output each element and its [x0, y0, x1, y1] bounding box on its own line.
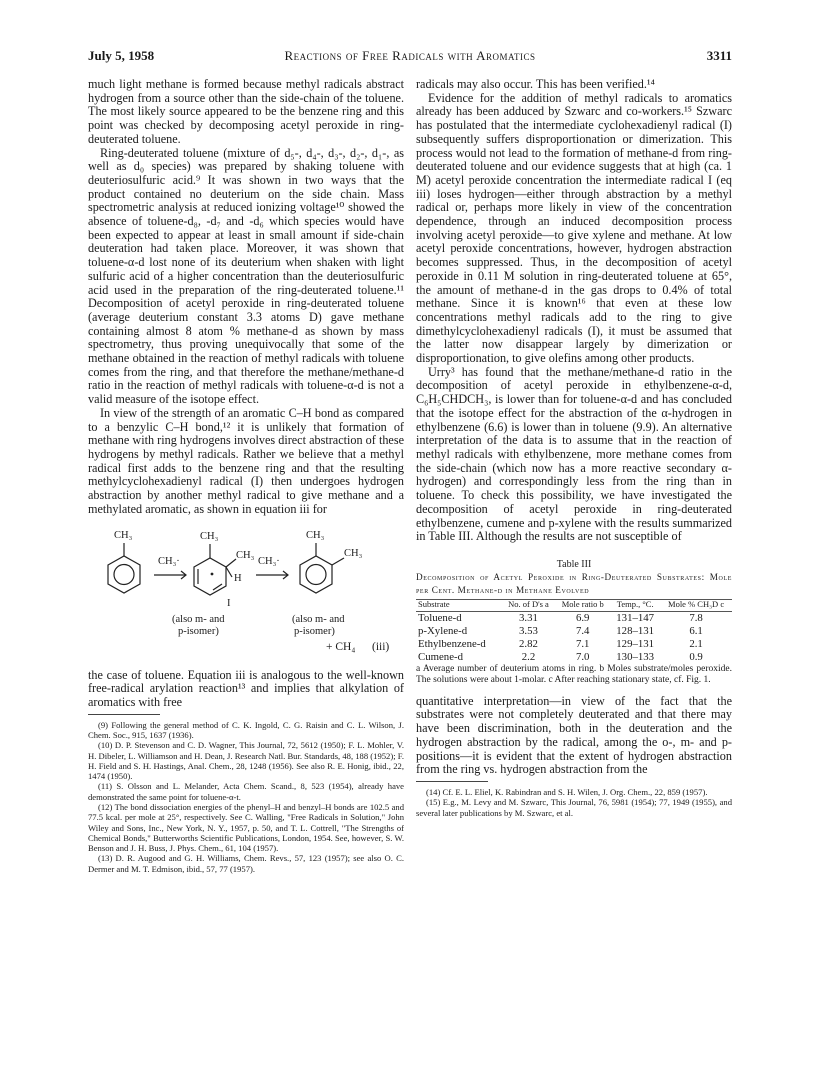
- table-header-row: [416, 599, 732, 611]
- aromatic-circle: [114, 564, 134, 584]
- table-cell: 131–147: [616, 611, 655, 624]
- paragraph: Ring-deuterated toluene (mixture of d₅-, d₄-, d₃-, d₂-, d₁-, as well as d₀ species) was prepared by shaking toluene with deuteriosulfuric acid.⁹ It was shown in two ways that the product contained no deuterium on the side chain. Mass spectrometric analysis at reduced ionizing voltage¹⁰ showed the absence of toluene-d₈, -d₇ and -d₆ which species would have been expected to appear at least in small amount if side-chain deuteration had taken place. Moreover, it was shown that toluene-α-d lost none of its deuterium when shaken with light sulfuric acid of a higher concentration than the deuteriosulfuric acid used in the preparation of the ring-deuterated toluene.¹¹ Decomposition of acetyl peroxide in ring-deuterated toluene (average deuterium constant 3.3 atoms D) gave methane containing almost 8 atom % methane-d as shown by mass spectrometry, thus proving unequivocally that some of the methane obtained in the reaction of methyl radicals with toluene comes from the ring, and that therefore the methane/methane-d ratio in the reaction of methyl radicals with toluene-α-d is not a valid measure of the isotope effect.: [88, 145, 404, 407]
- table-cell: 128–131: [616, 624, 655, 637]
- table-row: [416, 611, 732, 625]
- table-footnote: a Average number of deuterium atoms in ring. b Moles substrate/moles peroxide. The solutions were about 1-molar. c After reaching stationary state, cf. Fig. 1.: [416, 663, 732, 686]
- methyl-label: CH₃: [236, 549, 255, 561]
- table-cell: 2.1: [689, 637, 703, 650]
- radical-dot: [211, 572, 214, 575]
- reagent-methyl-radical: CH₃·: [158, 555, 180, 567]
- table-iii: [416, 558, 732, 687]
- column-header: Temp., °C.: [610, 599, 660, 611]
- hydrogen-label: H: [234, 572, 242, 584]
- header-running-title: Reactions of Free Radicals with Aromatics: [284, 48, 536, 63]
- footnote: (9) Following the general method of C. K. Ingold, C. G. Raisin and C. L. Wilson, J. Chem. Soc., 915, 1637 (1936).: [88, 719, 404, 740]
- table-cell: 7.8: [689, 611, 703, 624]
- methyl-label: CH₃: [114, 529, 133, 541]
- footnote: (10) D. P. Stevenson and C. D. Wagner, This Journal, 72, 5612 (1950); F. L. Mohler, V. H. Dibeler, L. Williamson and H. Dean, J. Research Natl. Bur. Standards, 48, 188 (1952); F. H. Field and S. H. Hastings, Anal. Chem., 28, 1248 (1956). See also R. E. Honig, ibid., 22, 1474 (1950).: [88, 740, 404, 782]
- table-cell: Ethylbenzene-d: [418, 637, 486, 650]
- isomer-note: p-isomer): [294, 625, 335, 637]
- footnote: (13) D. R. Augood and G. H. Williams, Chem. Revs., 57, 123 (1957); see also O. C. Dermer and M. T. Edmison, ibid., 57, 77 (1957).: [88, 853, 404, 874]
- footnotes-left: [88, 720, 404, 874]
- paragraph: quantitative interpretation—in view of the fact that the substrates were not completely deuterated and that there may have been discrimination, both in the deuteration and the hydrogen abstraction by the radical, among the o-, m- and p-positions—it is evident that the extent of hydrogen abstraction from the ring vs. hydrogen abstraction from the: [416, 693, 732, 777]
- paragraph: Urry³ has found that the methane/methane-d ratio in the decomposition of acetyl peroxide in ethylbenzene-α-d, C₆H₅CHDCH₃, is lower than for toluene-α-d and has concluded that the isotope effect for the abstraction of the α-hydrogen in ethylbenzene (6.6) is lower than in toluene (9.9). An alternative interpretation of the data is to assume that in the reaction of methyl radicals with ethylbenzene, more methane comes from the side-chain (which now has a more reactive secondary α-hydrogen) and correspondingly less from the ring than in toluene. To check this possibility, we have investigated the decomposition of acetyl peroxide in ring-deuterated ethylbenzene, cumene and p-xylene with the results summarized in Table III. Although the results are not susceptible of: [416, 364, 732, 544]
- table-cell: Cumene-d: [418, 650, 463, 663]
- column-header: Mole % CH₃D c: [660, 599, 732, 611]
- radical-label-i: I: [227, 597, 231, 609]
- paragraph: radicals may also occur. This has been verified.¹⁴: [416, 77, 655, 91]
- paragraph: Evidence for the addition of methyl radicals to aromatics already has been adduced by Szwarc and co-workers.¹⁵ Szwarc has postulated that the intermediate cyclohexadienyl radical (I) subsequently suffers disproportionation or dimerization. This process would not lead to the formation of methane-d from ring-deuterated toluene and our evidence suggests that at high (ca. 1 M) acetyl peroxide concentration the intermediate radical I (eq iii) loses hydrogen—either through abstraction by a methyl radical or, perhaps more likely in view of the concentration dependence, through an induced decomposition process involving acetyl peroxide—to give xylene and methane. At low acetyl peroxide concentrations, however, hydrogen abstraction becomes suppressed. Thus, in the decomposition of acetyl peroxide in 0.11 M solution in ring-deuterated toluene at 65°, the amount of methane-d in the gas drops to 0.4% of total methane. Since it is known¹⁶ that even at these low concentrations methyl radicals add to the ring to give dimethylcyclohexadienyl radicals (I), it must be assumed that the latter now disappear largely by dimerization or disproportionation, to give olefins among other products.: [416, 90, 732, 366]
- left-column: [88, 78, 404, 874]
- methyl-label: CH₃: [200, 530, 219, 542]
- column-header: No. of D's a: [502, 599, 555, 611]
- table-cell: 129–131: [616, 637, 655, 650]
- footnote: (11) S. Olsson and L. Melander, Acta Chem. Scand., 8, 523 (1954), already have demonstrated the same point for toluene-α-t.: [88, 781, 404, 802]
- table-cell: 2.82: [519, 637, 538, 650]
- table-cell: 3.31: [519, 611, 538, 624]
- footnote: (15) E.g., M. Levy and M. Szwarc, This Journal, 76, 5981 (1954); 77, 1949 (1955), and several later publications by M. Szwarc, et al.: [416, 797, 732, 818]
- header-date: July 5, 1958: [88, 48, 155, 63]
- table-row: [416, 638, 732, 651]
- data-table: [416, 599, 732, 664]
- isomer-note: (also m- and: [172, 613, 225, 625]
- paragraph: much light methane is formed because methyl radicals abstract hydrogen from a source other than the side-chain of the toluene. The most likely source appeared to be the benzene ring and this point was checked by decomposing acetyl peroxide in ring-deuterated toluene.: [88, 77, 404, 146]
- table-cell: 7.4: [575, 624, 590, 637]
- reaction-scheme-iii: [88, 517, 404, 717]
- column-header: Mole ratio b: [555, 599, 610, 611]
- table-row: [416, 651, 732, 664]
- footnotes-right: [416, 787, 732, 818]
- methyl-label: CH₃: [306, 529, 325, 541]
- header-page-number: 3311: [706, 48, 732, 63]
- benzene-ring-toluene: [108, 556, 140, 593]
- isomer-note: (also m- and: [292, 613, 345, 625]
- table-cell: p-Xylene-d: [418, 624, 468, 637]
- footnote: (12) The bond dissociation energies of the phenyl–H and benzyl–H bonds are 102.5 and 77.5 kcal. per mole at 25°, respectively. See C. Walling, "Free Radicals in Solution," John Wiley and Sons, Inc., New York, N. Y., 1957, p. 50, and T. L. Cottrell, "The Strengths of Chemical Bonds," Butterworths Scientific Publications, London, 1954. See, however, S. W. Benson and J. H. Buss, J. Phys. Chem., 61, 104 (1957).: [88, 801, 404, 854]
- footnote-rule: [416, 781, 488, 782]
- table-row: [416, 625, 732, 638]
- table-title: Decomposition of Acetyl Peroxide in Ring-Deuterated Substrates: Mole per Cent. Methane-d in Methane Evolved: [416, 571, 732, 595]
- benzene-ring-xylene: [300, 556, 332, 593]
- equation-number: (iii): [372, 640, 390, 653]
- table-cell: 3.53: [519, 624, 538, 637]
- paragraph: the case of toluene. Equation iii is analogous to the well-known free-radical arylation reaction¹³ and implies that alkylation of aromatics with free: [88, 667, 404, 709]
- reagent-methyl-radical: CH₃·: [258, 555, 280, 567]
- paragraph: In view of the strength of an aromatic C–H bond as compared to a benzylic C–H bond,¹² it is unlikely that formation of methane with ring hydrogens involves direct abstraction of these hydrogens by methyl radicals. Rather we believe that a methyl radical first adds to the benzene ring and that the resulting methylcyclohexadienyl radical (I) then undergoes hydrogen abstraction by another methyl radical to give methane and a methylated aromatic, as shown in equation iii for: [88, 405, 404, 516]
- right-column: [416, 78, 732, 818]
- table-cell: 2.2: [521, 650, 536, 663]
- table-cell: 7.0: [575, 650, 590, 663]
- methane-byproduct: + CH₄: [326, 640, 356, 653]
- table-cell: 0.9: [689, 650, 703, 663]
- isomer-note: p-isomer): [178, 625, 219, 637]
- column-header: Substrate: [416, 599, 502, 611]
- table-cell: 6.9: [575, 611, 590, 624]
- table-cell: 130–133: [616, 650, 655, 663]
- table-cell: 7.1: [575, 637, 590, 650]
- methyl-label: CH₃: [344, 547, 363, 559]
- running-header: [88, 48, 732, 68]
- table-caption: Table III: [556, 558, 592, 570]
- table-cell: 6.1: [689, 624, 703, 637]
- cyclohexadienyl-radical-ring: [194, 558, 226, 595]
- table-cell: Toluene-d: [418, 611, 462, 624]
- footnote: (14) Cf. E. L. Eliel, K. Rabindran and S. H. Wilen, J. Org. Chem., 22, 859 (1957).: [426, 786, 708, 797]
